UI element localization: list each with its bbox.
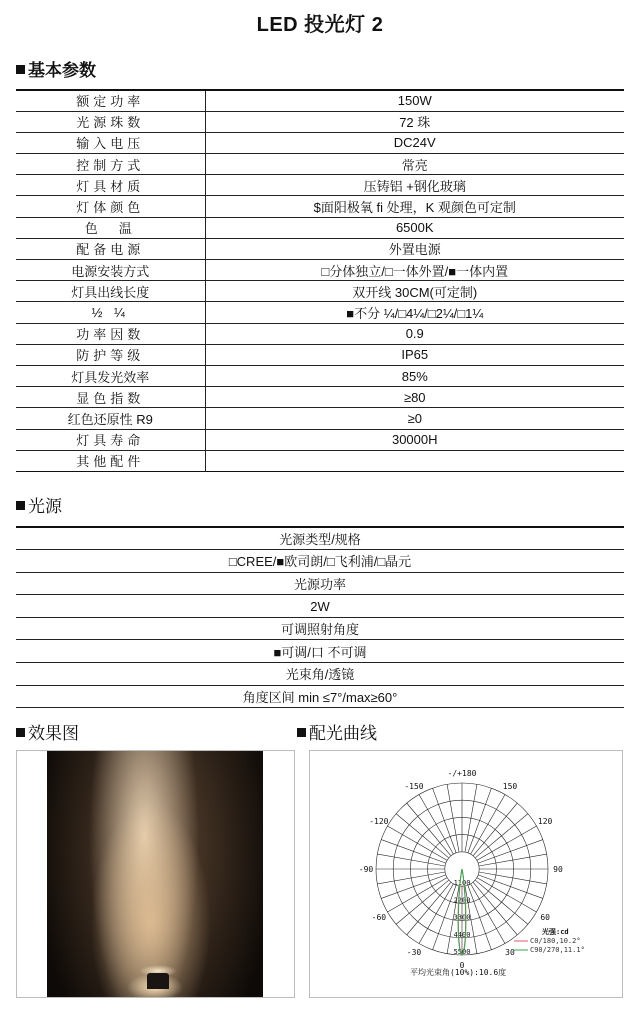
light-row	[16, 595, 624, 618]
param-row	[16, 111, 624, 132]
polar-spoke	[433, 788, 457, 853]
param-row	[16, 281, 624, 302]
param-label: 输入电压	[16, 132, 205, 153]
light-cell: 光束角/透镜	[16, 663, 624, 686]
light-row	[16, 685, 624, 708]
polar-curve-frame	[309, 750, 623, 998]
param-row	[16, 408, 624, 429]
light-row	[16, 550, 624, 573]
light-row	[16, 617, 624, 640]
light-row	[16, 663, 624, 686]
param-label: 功率因数	[16, 323, 205, 344]
param-value: 72 珠	[205, 111, 624, 132]
param-value: 双开线 30CM(可定制)	[205, 281, 624, 302]
param-row	[16, 323, 624, 344]
param-value: 6500K	[205, 217, 624, 238]
param-row	[16, 450, 624, 471]
param-row	[16, 90, 624, 111]
polar-angle-label: -90	[358, 865, 374, 874]
square-bullet-icon	[16, 728, 25, 737]
polar-angle-label: 30	[505, 948, 515, 958]
param-label: 灯具发光效率	[16, 365, 205, 386]
legend-c90: C90/270,11.1°	[530, 946, 585, 954]
polar-spoke	[478, 840, 543, 864]
param-value	[205, 450, 624, 471]
light-cell: ■可调/口 不可调	[16, 640, 624, 663]
param-label: 灯具出线长度	[16, 281, 205, 302]
param-row	[16, 238, 624, 259]
section-light-source: 光源	[16, 492, 62, 517]
param-value: DC24V	[205, 132, 624, 153]
param-row	[16, 196, 624, 217]
param-value: 常亮	[205, 154, 624, 175]
param-row	[16, 217, 624, 238]
polar-angle-label: -30	[406, 948, 422, 958]
param-value: 150W	[205, 90, 624, 111]
light-row	[16, 572, 624, 595]
param-row	[16, 302, 624, 323]
param-label: 灯体颜色	[16, 196, 205, 217]
polar-spoke	[447, 784, 459, 852]
param-row	[16, 429, 624, 450]
param-row	[16, 154, 624, 175]
polar-spoke	[479, 872, 547, 884]
param-label: 色 温	[16, 217, 205, 238]
param-row	[16, 175, 624, 196]
param-label: 其他配件	[16, 450, 205, 471]
legend-c0: C0/180,10.2°	[530, 937, 581, 945]
polar-radial-label: 2200	[453, 896, 471, 905]
effect-photo	[47, 751, 263, 997]
param-label: 红色还原性 R9	[16, 408, 205, 429]
section-basic-params: 基本参数	[16, 56, 96, 81]
legend-title: 光强:cd	[542, 928, 569, 936]
param-row	[16, 132, 624, 153]
polar-spoke	[468, 788, 492, 853]
param-label: 灯具材质	[16, 175, 205, 196]
polar-spoke	[465, 784, 477, 852]
param-value: IP65	[205, 344, 624, 365]
param-value: ■不分 ¼/□4¼/□2¼/□1¼	[205, 302, 624, 323]
param-label: 灯具寿命	[16, 429, 205, 450]
polar-radial-label: 5500	[453, 948, 471, 956]
polar-angle-label: 150	[502, 781, 518, 791]
polar-radial-label: 4400	[453, 930, 471, 939]
light-cell: 可调照射角度	[16, 617, 624, 640]
polar-radial-label: 1100	[453, 879, 471, 888]
polar-angle-label: -150	[404, 781, 424, 791]
square-bullet-icon	[16, 65, 25, 74]
polar-radial-label: 3300	[453, 913, 471, 922]
light-cell: 角度区间 min ≤7°/max≥60°	[16, 685, 624, 708]
floodlight-fixture	[147, 973, 169, 989]
polar-angle-label: -120	[369, 817, 389, 826]
section-effect-image: 效果图	[16, 719, 79, 744]
polar-angle-label: -60	[371, 913, 387, 922]
polar-angle-label: 120	[537, 817, 553, 826]
light-cell: 光源功率	[16, 572, 624, 595]
polar-angle-label: 90	[553, 865, 563, 874]
param-row	[16, 365, 624, 386]
polar-spoke	[377, 872, 445, 884]
param-value: 外置电源	[205, 238, 624, 259]
param-label: 防护等级	[16, 344, 205, 365]
polar-angle-label: 0	[459, 961, 465, 970]
param-value: 85%	[205, 365, 624, 386]
polar-caption: 平均光束角(10%):10.6度	[410, 968, 507, 977]
param-label: 电源安装方式	[16, 260, 205, 281]
effect-image-frame	[16, 750, 295, 998]
light-row	[16, 640, 624, 663]
param-value: $面阳极氧 fi 处理，K 观颜色可定制	[205, 196, 624, 217]
light-cell: 光源类型/规格	[16, 527, 624, 550]
param-label: 额定功率	[16, 90, 205, 111]
polar-spoke	[381, 875, 446, 899]
param-value: □分体独立/□一体外置/■一体内置	[205, 260, 624, 281]
square-bullet-icon	[16, 501, 25, 510]
light-cell: □CREE/■欧司朗/□飞利浦/□晶元	[16, 550, 624, 573]
param-label: 显色指数	[16, 387, 205, 408]
light-cell: 2W	[16, 595, 624, 618]
polar-angle-label: 60	[540, 913, 550, 922]
param-label: 控制方式	[16, 154, 205, 175]
param-value: 压铸铝 +钢化玻璃	[205, 175, 624, 196]
polar-spoke	[479, 854, 547, 866]
square-bullet-icon	[297, 728, 306, 737]
basic-params-table	[16, 89, 624, 472]
param-label: 配备电源	[16, 238, 205, 259]
param-value: ≥0	[205, 408, 624, 429]
param-row	[16, 260, 624, 281]
param-row	[16, 387, 624, 408]
param-value: 0.9	[205, 323, 624, 344]
polar-spoke	[478, 875, 543, 899]
section-light-curve: 配光曲线	[297, 719, 377, 744]
polar-spoke	[468, 885, 492, 950]
light-source-table	[16, 526, 624, 708]
polar-diagram	[310, 751, 624, 999]
param-label: ½ ¼	[16, 302, 205, 323]
param-value: ≥80	[205, 387, 624, 408]
param-row	[16, 344, 624, 365]
light-row	[16, 527, 624, 550]
page-title: LED 投光灯 2	[256, 14, 384, 36]
polar-angle-label: -/+180	[447, 769, 477, 778]
polar-spoke	[381, 840, 446, 864]
polar-spoke	[377, 854, 445, 866]
param-value: 30000H	[205, 429, 624, 450]
param-label: 光源珠数	[16, 111, 205, 132]
